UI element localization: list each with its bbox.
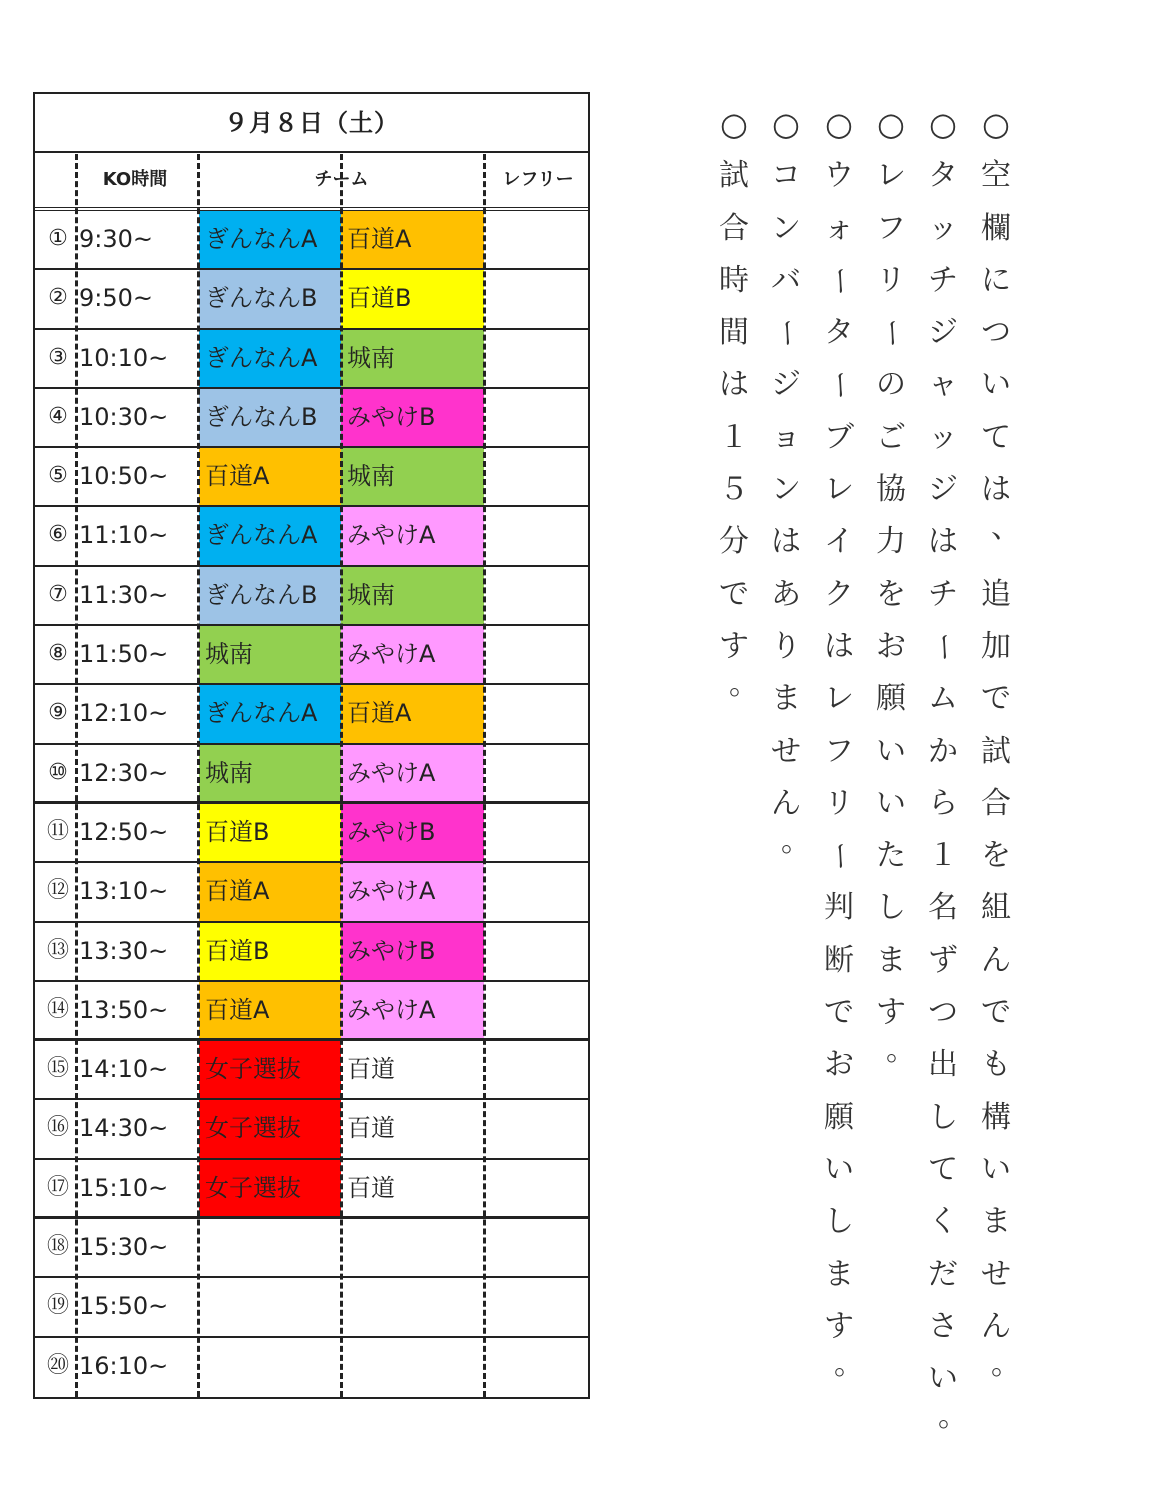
team-1-cell: ぎんなんB — [199, 389, 341, 446]
referee-cell — [486, 1100, 590, 1157]
note-char: 構 — [981, 1099, 1011, 1135]
header-ko-time: KO時間 — [102, 169, 168, 190]
note-char: １ — [928, 838, 958, 874]
note-char: 。 — [991, 1347, 1021, 1383]
note-char: で — [981, 681, 1011, 717]
note-char: 加 — [981, 628, 1011, 664]
team-2-cell: みやけB — [341, 804, 484, 861]
note-char: ん — [771, 785, 801, 821]
referee-cell — [486, 923, 590, 980]
match-number: ⑳ — [46, 1352, 69, 1378]
note-column — [869, 98, 916, 1092]
table-row — [35, 389, 588, 448]
ko-time: 10:30~ — [79, 402, 169, 431]
referee-cell — [486, 626, 590, 683]
note-char: ま — [771, 681, 801, 717]
note-char: 力 — [876, 524, 906, 560]
referee-cell — [486, 1278, 590, 1335]
table-row — [35, 507, 588, 566]
note-char: 。 — [834, 1347, 864, 1383]
note-char: つ — [981, 315, 1011, 351]
note-char: ャ — [928, 367, 958, 403]
divider-line — [75, 154, 78, 1397]
ko-time: 11:50~ — [79, 640, 169, 669]
note-char: い — [876, 785, 906, 821]
note-column — [764, 98, 811, 882]
note-char: 協 — [876, 472, 906, 508]
note-char: １ — [719, 419, 749, 455]
team-1-cell: 百道A — [199, 863, 341, 920]
referee-cell — [486, 507, 590, 564]
team-1-cell: ぎんなんA — [199, 507, 341, 564]
note-char: 試 — [719, 158, 749, 194]
team-1-cell: 百道A — [199, 448, 341, 505]
note-char: の — [876, 367, 906, 403]
schedule-table — [33, 92, 590, 1399]
table-row — [35, 270, 588, 329]
team-2-cell: 百道 — [341, 1160, 484, 1216]
match-number: ⑦ — [48, 581, 68, 607]
match-number: ⑥ — [48, 522, 68, 548]
note-char: コ — [771, 158, 801, 194]
note-char: は — [824, 628, 854, 664]
note-char: は — [981, 472, 1011, 508]
note-char: て — [928, 1151, 958, 1187]
note-char: 間 — [719, 315, 749, 351]
referee-cell — [486, 330, 590, 387]
team-2-cell: 百道A — [341, 211, 484, 268]
note-char: レ — [876, 158, 906, 194]
team-2-cell: みやけA — [341, 863, 484, 920]
note-char: 。 — [938, 1399, 968, 1435]
note-char: ッ — [928, 210, 958, 246]
table-row — [35, 1338, 588, 1397]
table-header — [35, 153, 588, 211]
note-char: り — [771, 628, 801, 664]
note-char: ジ — [771, 367, 801, 403]
note-char: ○ — [877, 105, 905, 143]
ko-time: 15:10~ — [79, 1173, 169, 1202]
note-char: ー — [822, 841, 858, 872]
note-char: さ — [928, 1308, 958, 1344]
match-number: ⑩ — [48, 759, 68, 785]
note-char: ー — [822, 266, 858, 297]
team-1-cell: 百道B — [199, 923, 341, 980]
ko-time: 11:10~ — [79, 521, 169, 550]
note-char: ー — [874, 318, 910, 349]
team-1-cell: 女子選抜 — [199, 1100, 341, 1157]
ko-time: 14:10~ — [79, 1055, 169, 1084]
team-1-cell: 女子選抜 — [199, 1160, 341, 1216]
ko-time: 11:30~ — [79, 580, 169, 609]
note-column — [921, 98, 968, 1458]
table-row — [35, 448, 588, 507]
note-char: ん — [981, 1308, 1011, 1344]
ko-time: 15:50~ — [79, 1292, 169, 1321]
table-row — [35, 685, 588, 744]
note-char: ジ — [928, 315, 958, 351]
note-char: ジ — [928, 472, 958, 508]
note-char: タ — [928, 158, 958, 194]
note-char: チ — [928, 262, 958, 298]
ko-time: 12:10~ — [79, 699, 169, 728]
team-1-cell: ぎんなんA — [199, 330, 341, 387]
team-1-cell: ぎんなんA — [199, 685, 341, 742]
team-2-cell: みやけA — [341, 982, 484, 1038]
note-column — [712, 98, 759, 726]
note-char: す — [824, 1308, 854, 1344]
team-2-cell: みやけA — [341, 745, 484, 801]
note-char: す — [719, 628, 749, 664]
note-char: 合 — [981, 785, 1011, 821]
note-char: ず — [928, 942, 958, 978]
team-1-cell — [199, 1338, 341, 1397]
match-number: ① — [48, 226, 68, 251]
table-body — [35, 211, 588, 1397]
team-2-cell: みやけB — [341, 389, 484, 446]
note-char: て — [981, 419, 1011, 455]
note-char: ○ — [929, 105, 957, 143]
table-row — [35, 330, 588, 389]
note-char: ォ — [824, 210, 854, 246]
ko-time: 16:10~ — [79, 1351, 169, 1380]
ko-time: 13:50~ — [79, 995, 169, 1024]
note-char: か — [928, 733, 958, 769]
match-number: ② — [48, 285, 68, 311]
referee-cell — [486, 685, 590, 742]
note-column — [817, 98, 864, 1405]
note-char: に — [981, 262, 1011, 298]
note-char: ム — [928, 681, 958, 717]
note-char: い — [981, 1151, 1011, 1187]
note-char: 断 — [824, 942, 854, 978]
note-char: ご — [876, 419, 906, 455]
match-number: ⑬ — [46, 937, 69, 963]
table-row — [35, 745, 588, 804]
note-char: タ — [824, 315, 854, 351]
team-1-cell: 城南 — [199, 745, 341, 801]
note-char: ウ — [824, 158, 854, 194]
team-2-cell — [341, 1338, 484, 1397]
team-1-cell — [199, 1219, 341, 1276]
team-2-cell: みやけA — [341, 626, 484, 683]
note-char: い — [928, 1361, 958, 1397]
note-char: い — [981, 367, 1011, 403]
team-1-cell: 百道B — [199, 804, 341, 861]
note-char: 願 — [824, 1099, 854, 1135]
match-number: ⑫ — [46, 878, 69, 904]
team-2-cell — [341, 1278, 484, 1335]
referee-cell — [486, 863, 590, 920]
note-char: ま — [876, 942, 906, 978]
referee-cell — [486, 982, 590, 1038]
divider-line — [197, 154, 200, 1397]
note-char: せ — [771, 733, 801, 769]
note-char: せ — [981, 1256, 1011, 1292]
table-row — [35, 1041, 588, 1100]
note-char: く — [928, 1204, 958, 1240]
ko-time: 12:50~ — [79, 817, 169, 846]
note-char: ー — [926, 632, 962, 663]
note-char: 名 — [928, 890, 958, 926]
note-char: は — [928, 524, 958, 560]
note-char: を — [876, 576, 906, 612]
referee-cell — [486, 1219, 590, 1276]
referee-cell — [486, 745, 590, 801]
match-number: ⑮ — [46, 1056, 69, 1082]
note-char: で — [981, 995, 1011, 1031]
note-char: ブ — [824, 419, 854, 455]
team-1-cell: ぎんなんB — [199, 567, 341, 624]
team-2-cell — [341, 1219, 484, 1276]
referee-cell — [486, 270, 590, 327]
team-2-cell: 百道B — [341, 270, 484, 327]
notes-vertical — [712, 98, 1032, 1458]
note-char: 。 — [729, 667, 759, 703]
referee-cell — [486, 1041, 590, 1098]
match-number: ⑯ — [46, 1115, 69, 1141]
note-char: お — [824, 1047, 854, 1083]
ko-time: 9:30~ — [79, 225, 154, 253]
referee-cell — [486, 1338, 590, 1397]
note-char: チ — [928, 576, 958, 612]
note-char: ク — [824, 576, 854, 612]
schedule-title: ９月８日（土） — [35, 94, 588, 153]
ko-time: 13:10~ — [79, 877, 169, 906]
note-char: 。 — [886, 1033, 916, 1069]
referee-cell — [486, 211, 590, 268]
note-char: は — [719, 367, 749, 403]
match-number: ④ — [48, 403, 68, 429]
note-char: も — [981, 1047, 1011, 1083]
note-char: 、 — [991, 510, 1021, 546]
match-number: ③ — [48, 344, 68, 370]
note-char: リ — [876, 262, 906, 298]
note-char: 分 — [719, 524, 749, 560]
divider-line — [483, 154, 486, 1397]
ko-time: 15:30~ — [79, 1233, 169, 1262]
note-char: レ — [824, 681, 854, 717]
note-char: フ — [824, 733, 854, 769]
table-row — [35, 804, 588, 863]
note-char: ん — [981, 942, 1011, 978]
note-char: ン — [771, 210, 801, 246]
table-row — [35, 982, 588, 1041]
ko-time: 9:50~ — [79, 284, 154, 313]
note-char: す — [876, 995, 906, 1031]
note-char: し — [824, 1204, 854, 1240]
referee-cell — [486, 567, 590, 624]
header-team: チーム — [314, 169, 369, 190]
note-char: い — [824, 1151, 854, 1187]
team-1-cell: ぎんなんA — [199, 211, 341, 268]
note-char: バ — [771, 262, 801, 298]
match-number: ⑧ — [48, 641, 68, 667]
table-row — [35, 567, 588, 626]
note-char: 合 — [719, 210, 749, 246]
note-char: 追 — [981, 576, 1011, 612]
match-number: ⑪ — [46, 818, 69, 844]
note-char: フ — [876, 210, 906, 246]
note-char: ー — [769, 318, 805, 349]
referee-cell — [486, 1160, 590, 1216]
table-row — [35, 1219, 588, 1278]
note-char: ョ — [771, 419, 801, 455]
note-char: だ — [928, 1256, 958, 1292]
match-number: ⑱ — [46, 1234, 69, 1260]
team-1-cell: 城南 — [199, 626, 341, 683]
note-char: ○ — [720, 105, 748, 143]
note-char: 。 — [781, 824, 811, 860]
note-char: ○ — [772, 105, 800, 143]
note-char: た — [876, 838, 906, 874]
note-char: ッ — [928, 419, 958, 455]
note-char: お — [876, 628, 906, 664]
note-char: 欄 — [981, 210, 1011, 246]
header-referee: レフリー — [502, 169, 574, 190]
team-2-cell: 百道A — [341, 685, 484, 742]
ko-time: 10:10~ — [79, 343, 169, 372]
note-char: 出 — [928, 1047, 958, 1083]
note-char: ン — [771, 472, 801, 508]
note-char: リ — [824, 785, 854, 821]
team-2-cell: 城南 — [341, 330, 484, 387]
note-char: 組 — [981, 890, 1011, 926]
note-char: ○ — [825, 105, 853, 143]
ko-time: 12:30~ — [79, 758, 169, 787]
table-row — [35, 923, 588, 982]
note-char: 願 — [876, 681, 906, 717]
note-char: 試 — [981, 733, 1011, 769]
team-2-cell: 城南 — [341, 567, 484, 624]
note-char: ５ — [719, 472, 749, 508]
referee-cell — [486, 804, 590, 861]
note-char: ○ — [982, 105, 1010, 143]
referee-cell — [486, 389, 590, 446]
note-char: は — [771, 524, 801, 560]
note-char: レ — [824, 472, 854, 508]
divider-line — [340, 154, 343, 1397]
match-number: ⑰ — [46, 1174, 69, 1200]
table-row — [35, 1278, 588, 1337]
note-char: つ — [928, 995, 958, 1031]
note-char: 判 — [824, 890, 854, 926]
note-char: い — [876, 733, 906, 769]
note-char: あ — [771, 576, 801, 612]
note-char: 時 — [719, 262, 749, 298]
team-2-cell: みやけB — [341, 923, 484, 980]
note-char: ま — [981, 1204, 1011, 1240]
note-char: し — [876, 890, 906, 926]
referee-cell — [486, 448, 590, 505]
note-char: ま — [824, 1256, 854, 1292]
table-row — [35, 1100, 588, 1159]
note-char: で — [719, 576, 749, 612]
match-number: ⑭ — [46, 996, 69, 1022]
ko-time: 14:30~ — [79, 1114, 169, 1143]
table-row — [35, 211, 588, 270]
note-char: イ — [824, 524, 854, 560]
match-number: ⑨ — [48, 700, 68, 726]
team-2-cell: 城南 — [341, 448, 484, 505]
ko-time: 13:30~ — [79, 936, 169, 965]
note-char: ー — [822, 370, 858, 401]
team-2-cell: 百道 — [341, 1041, 484, 1098]
note-char: ら — [928, 785, 958, 821]
match-number: ⑲ — [46, 1293, 69, 1319]
note-char: を — [981, 838, 1011, 874]
team-1-cell: 女子選抜 — [199, 1041, 341, 1098]
note-char: 空 — [981, 158, 1011, 194]
team-1-cell — [199, 1278, 341, 1335]
table-row — [35, 863, 588, 922]
ko-time: 10:50~ — [79, 462, 169, 491]
table-row — [35, 626, 588, 685]
team-2-cell: 百道 — [341, 1100, 484, 1157]
note-char: し — [928, 1099, 958, 1135]
team-2-cell: みやけA — [341, 507, 484, 564]
note-char: で — [824, 995, 854, 1031]
match-number: ⑤ — [48, 463, 68, 489]
note-column — [974, 98, 1021, 1405]
team-1-cell: ぎんなんB — [199, 270, 341, 327]
table-row — [35, 1160, 588, 1219]
team-1-cell: 百道A — [199, 982, 341, 1038]
